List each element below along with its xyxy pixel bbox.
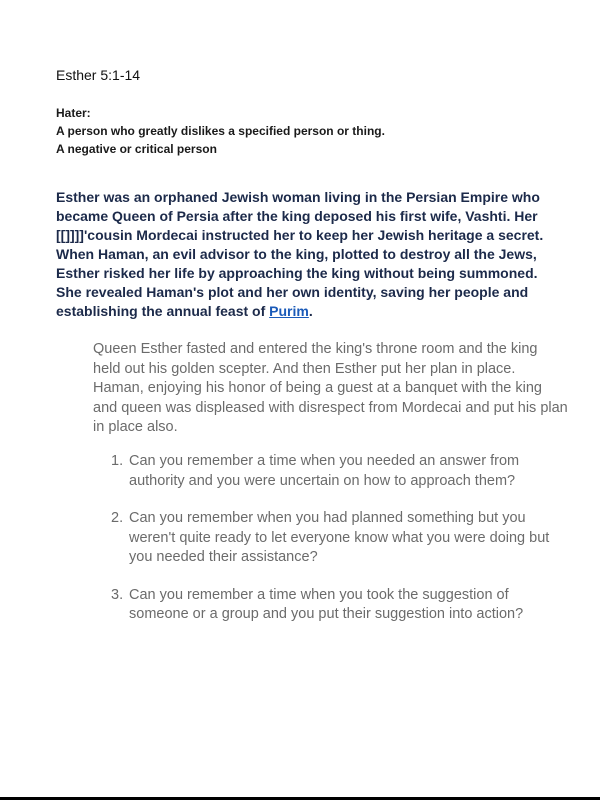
list-item [93,509,568,568]
list-item [93,586,568,625]
question-number: 2. [111,510,124,526]
question-text: Can you remember when you had planned something but you weren't quite ready to let everyone know what you were doing but you needed their assistance? [129,510,550,565]
question-text: Can you remember a time when you took the suggestion of someone or a group and you put their suggestion into action? [129,586,524,622]
summary-end: . [308,303,313,319]
question-number: 3. [111,586,124,603]
summary-paragraph [56,188,546,321]
list-item [93,452,568,491]
definition-block [56,104,536,158]
definition-line-2: A negative or critical person [56,142,217,156]
question-number: 1. [111,453,124,469]
definition-term: Hater: [56,106,91,120]
page-title: Esther 5:1-14 [56,67,141,83]
definition-line-1: A person who greatly dislikes a specified person or thing. [56,124,385,138]
purim-link[interactable]: Purim [269,303,309,319]
question-text: Can you remember a time when you needed an answer from authority and you were uncertain on how to approach them? [129,453,520,489]
passage-paragraph: Queen Esther fasted and entered the king's throne room and the king held out his golden scepter. And then Esther put her plan in place. Haman, enjoying his honor of being a guest at a banquet with the king and queen was displeased with disrespect from Mordecai and put his plan in place also. [93,341,568,435]
summary-text: Esther was an orphaned Jewish woman living in the Persian Empire who became Queen of Persia after the king deposed his first wife, Vashti. Her [[]]]]'cousin Mordecai instructed her to keep her Jewish heritage a secret. When Haman, an evil advisor to the king, plotted to destroy all the Jews, Esther risked her life by approaching the king without being summoned. She revealed Haman's plot and her own identity, saving her people and establishing the annual feast of [56,189,544,319]
question-list [93,452,568,643]
